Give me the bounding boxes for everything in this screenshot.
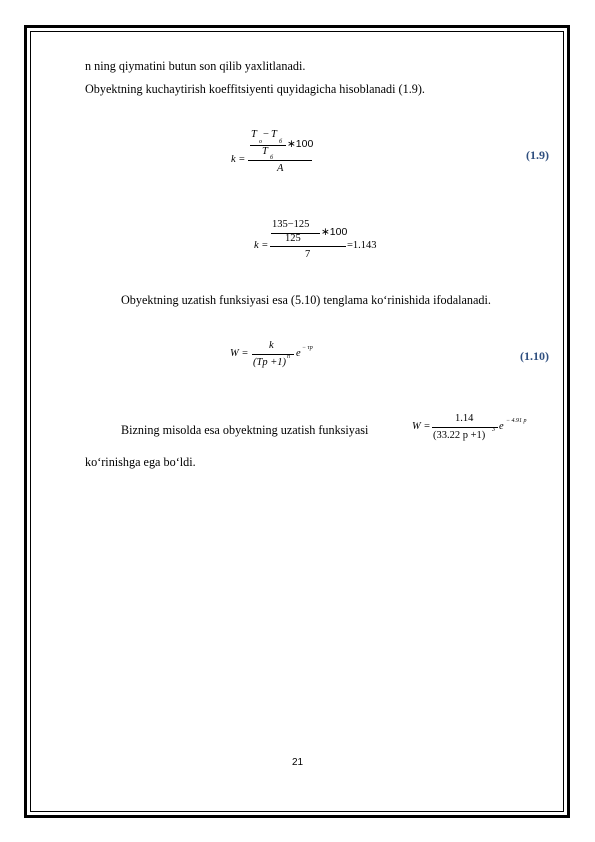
eq3-exp-base: e — [296, 348, 301, 359]
eq2-den-inner: 125 — [285, 233, 301, 244]
eq1-inner-fraction-bar — [250, 145, 286, 146]
paragraph-1: n ning qiymatini butun son qilib yaxlitlanadi. — [85, 59, 306, 73]
eq2-lhs: k = — [254, 240, 269, 251]
eq2-result: =1.143 — [347, 240, 377, 251]
eq1-minus: − — [263, 129, 269, 140]
eq1-main-fraction-bar — [248, 160, 312, 161]
eq1-den-inner: T — [262, 146, 268, 157]
paragraph-4: Bizning misolda esa obyektning uzatish funksiyasi — [121, 423, 369, 437]
eq4-num: 1.14 — [455, 413, 474, 424]
eq3-den-exp: n — [287, 354, 290, 360]
eq1-times: ∗100 — [287, 138, 314, 150]
eq1-num-a: T — [251, 129, 257, 140]
eq4-den: (33.22 p +1) — [433, 430, 486, 441]
eq1-num-b: T — [271, 129, 277, 140]
eq3-num: k — [269, 340, 274, 351]
eq2-main-fraction-bar — [270, 246, 346, 247]
eq4-exp-power: − 4.91 p — [506, 418, 527, 424]
eq4-exp-base: e — [499, 421, 504, 432]
eq4-lhs: W = — [412, 421, 431, 432]
eq1-sub-c: б — [270, 155, 274, 161]
eq3-den: (Tp +1) — [253, 357, 287, 368]
eq2-num: 135−125 — [272, 219, 310, 230]
eq2-den: 7 — [305, 249, 311, 260]
eq3-lhs: W = — [230, 348, 249, 359]
eq1-sub-b: б — [279, 139, 283, 145]
eq2-times: ∗100 — [321, 226, 348, 238]
eq4-den-exp: 3 — [492, 427, 495, 433]
paragraph-2: Obyektning kuchaytirish koeffitsiyenti quyidagicha hisoblanadi (1.9). — [85, 82, 425, 96]
paragraph-5: ko‘rinishga ega bo‘ldi. — [85, 455, 196, 469]
eq1-den: A — [277, 163, 284, 174]
paragraph-3: Obyektning uzatish funksiyasi esa (5.10) tenglama ko‘rinishida ifodalanadi. — [121, 293, 491, 307]
eq3-exp-power: − τp — [302, 345, 313, 351]
page-number: 21 — [291, 757, 304, 768]
eq1-sub-a: o — [259, 139, 262, 145]
eq1-lhs: k = — [231, 154, 246, 165]
equation-number-1-10: (1.10) — [520, 349, 549, 363]
equation-number-1-9: (1.9) — [526, 148, 549, 162]
eq4-fraction-bar — [432, 427, 498, 428]
